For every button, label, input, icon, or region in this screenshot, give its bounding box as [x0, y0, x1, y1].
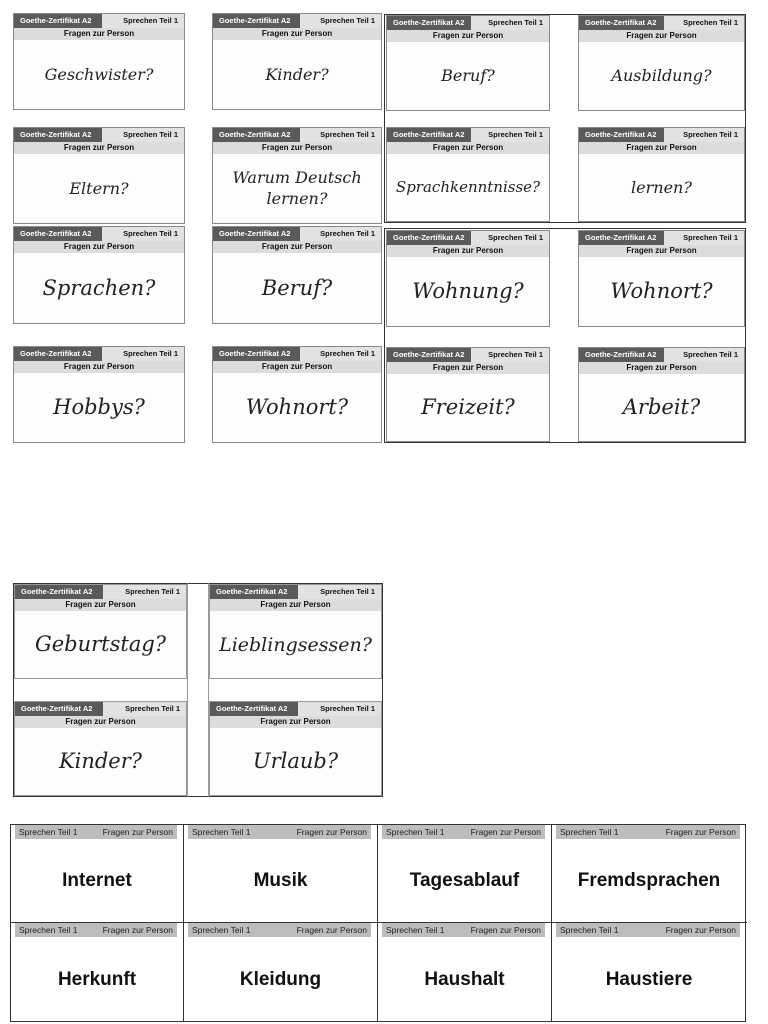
word-card [184, 923, 377, 1022]
card-cert-label: Goethe-Zertifikat A2 [387, 231, 471, 245]
card-topic-label: Fragen zur Person [470, 925, 541, 935]
card-question: Hobbys? [53, 395, 145, 420]
card-topic-label: Fragen zur Person [296, 827, 367, 837]
card-part-label: Sprechen Teil 1 [192, 925, 251, 935]
card-question: Ausbildung? [611, 66, 712, 86]
card-part-label: Sprechen Teil 1 [683, 350, 738, 359]
card-part-label: Sprechen Teil 1 [125, 587, 180, 596]
card-question: Lieblingsessen? [219, 633, 372, 656]
card-cert-label: Goethe-Zertifikat A2 [210, 585, 298, 599]
card-part-label: Sprechen Teil 1 [123, 349, 178, 358]
card-question: Beruf? [441, 66, 495, 86]
card-cert-label: Goethe-Zertifikat A2 [579, 348, 664, 362]
card-topic-label: Fragen zur Person [14, 142, 184, 154]
card-part-label: Sprechen Teil 1 [123, 16, 178, 25]
card-topic-label: Fragen zur Person [387, 142, 549, 154]
card-part-label: Sprechen Teil 1 [488, 350, 543, 359]
card-cert-label: Goethe-Zertifikat A2 [15, 585, 103, 599]
card [212, 226, 382, 324]
card-cert-label: Goethe-Zertifikat A2 [387, 348, 471, 362]
card-part-label: Sprechen Teil 1 [386, 925, 445, 935]
card-topic-label: Fragen zur Person [470, 827, 541, 837]
card [14, 584, 187, 679]
card [212, 346, 382, 443]
card-part-label: Sprechen Teil 1 [488, 18, 543, 27]
card [386, 347, 550, 442]
card-cert-label: Goethe-Zertifikat A2 [14, 347, 102, 361]
card [13, 346, 185, 443]
word-card [378, 923, 551, 1022]
card-topic-label: Fragen zur Person [210, 599, 381, 611]
card-question: Eltern? [69, 178, 129, 198]
card-part-label: Sprechen Teil 1 [386, 827, 445, 837]
card-cert-label: Goethe-Zertifikat A2 [579, 128, 664, 142]
word-card-topic: Kleidung [239, 968, 322, 990]
card-question: Kinder? [58, 749, 143, 774]
card-topic-label: Fragen zur Person [15, 716, 186, 728]
card-part-label: Sprechen Teil 1 [125, 704, 180, 713]
card-part-label: Sprechen Teil 1 [192, 827, 251, 837]
card [13, 13, 185, 110]
card-part-label: Sprechen Teil 1 [320, 16, 375, 25]
card-part-label: Sprechen Teil 1 [488, 233, 543, 242]
card [386, 230, 550, 327]
card-part-label: Sprechen Teil 1 [123, 130, 178, 139]
card [209, 584, 382, 679]
card-part-label: Sprechen Teil 1 [683, 233, 738, 242]
word-card-topic: Internet [62, 869, 132, 891]
word-card-topic: Tagesablauf [409, 869, 520, 891]
card-cert-label: Goethe-Zertifikat A2 [579, 16, 664, 30]
card [212, 127, 382, 224]
card-topic-label: Fragen zur Person [14, 241, 184, 253]
card-cert-label: Goethe-Zertifikat A2 [213, 14, 300, 28]
card-part-label: Sprechen Teil 1 [320, 229, 375, 238]
card-part-label: Sprechen Teil 1 [320, 130, 375, 139]
card-question: Wohnort? [610, 279, 713, 304]
card-cert-label: Goethe-Zertifikat A2 [213, 128, 300, 142]
card-cert-label: Goethe-Zertifikat A2 [210, 702, 298, 716]
card-cert-label: Goethe-Zertifikat A2 [14, 227, 102, 241]
card [578, 127, 745, 222]
card-topic-label: Fragen zur Person [102, 925, 173, 935]
card-topic-label: Fragen zur Person [213, 241, 381, 253]
card-part-label: Sprechen Teil 1 [320, 704, 375, 713]
word-card [552, 825, 746, 922]
divider [187, 583, 188, 797]
card-topic-label: Fragen zur Person [387, 245, 549, 257]
card-topic-label: Fragen zur Person [14, 361, 184, 373]
card-question: Sprachkenntnisse? [395, 178, 541, 197]
card [209, 701, 382, 796]
card-part-label: Sprechen Teil 1 [19, 925, 78, 935]
card-topic-label: Fragen zur Person [213, 142, 381, 154]
card [386, 127, 550, 222]
card-part-label: Sprechen Teil 1 [19, 827, 78, 837]
card-question: Kinder? [265, 64, 329, 84]
card-question: Wohnung? [412, 279, 524, 304]
card-topic-label: Fragen zur Person [14, 28, 184, 40]
card-question: Wohnort? [245, 395, 349, 420]
card-question: Arbeit? [622, 395, 701, 420]
card-cert-label: Goethe-Zertifikat A2 [15, 702, 103, 716]
card [578, 15, 745, 111]
card-cert-label: Goethe-Zertifikat A2 [14, 128, 102, 142]
card-question: Freizeit? [421, 395, 515, 420]
card-topic-label: Fragen zur Person [213, 28, 381, 40]
card-topic-label: Fragen zur Person [15, 599, 186, 611]
card [14, 701, 187, 796]
word-card [378, 825, 551, 922]
card [13, 127, 185, 224]
card-topic-label: Fragen zur Person [579, 30, 744, 42]
card-part-label: Sprechen Teil 1 [683, 18, 738, 27]
card-part-label: Sprechen Teil 1 [123, 229, 178, 238]
word-card [11, 825, 183, 922]
card-topic-label: Fragen zur Person [387, 30, 549, 42]
word-card [552, 923, 746, 1022]
card-question: Beruf? [261, 275, 333, 300]
card-cert-label: Goethe-Zertifikat A2 [387, 16, 471, 30]
card-part-label: Sprechen Teil 1 [488, 130, 543, 139]
card-question: lernen? [631, 177, 692, 197]
card-question: Geschwister? [44, 64, 154, 84]
card [578, 347, 745, 442]
card-topic-label: Fragen zur Person [579, 362, 744, 374]
card [386, 15, 550, 111]
card-topic-label: Fragen zur Person [579, 142, 744, 154]
card-cert-label: Goethe-Zertifikat A2 [213, 227, 300, 241]
card-question: Sprachen? [42, 275, 156, 300]
card-question: Urlaub? [252, 749, 339, 774]
card [578, 230, 745, 327]
card-topic-label: Fragen zur Person [665, 925, 736, 935]
card-part-label: Sprechen Teil 1 [320, 587, 375, 596]
word-card-topic: Fremdsprachen [577, 869, 721, 891]
card [212, 13, 382, 110]
card-question: Warum Deutsch lernen? [232, 168, 362, 208]
card-topic-label: Fragen zur Person [102, 827, 173, 837]
word-card [184, 825, 377, 922]
card-cert-label: Goethe-Zertifikat A2 [213, 347, 300, 361]
card-topic-label: Fragen zur Person [213, 361, 381, 373]
card-part-label: Sprechen Teil 1 [560, 925, 619, 935]
card-question: Geburtstag? [34, 632, 167, 657]
card-topic-label: Fragen zur Person [579, 245, 744, 257]
card-part-label: Sprechen Teil 1 [320, 349, 375, 358]
word-card-table [10, 824, 746, 1022]
word-card-topic: Musik [253, 869, 308, 891]
card-topic-label: Fragen zur Person [387, 362, 549, 374]
card-topic-label: Fragen zur Person [296, 925, 367, 935]
card [13, 226, 185, 324]
word-card-topic: Haustiere [605, 968, 693, 990]
card-topic-label: Fragen zur Person [210, 716, 381, 728]
word-card-topic: Haushalt [424, 968, 505, 990]
word-card-topic: Herkunft [57, 968, 137, 990]
card-topic-label: Fragen zur Person [665, 827, 736, 837]
card-part-label: Sprechen Teil 1 [560, 827, 619, 837]
card-cert-label: Goethe-Zertifikat A2 [579, 231, 664, 245]
card-cert-label: Goethe-Zertifikat A2 [14, 14, 102, 28]
word-card [11, 923, 183, 1022]
card-cert-label: Goethe-Zertifikat A2 [387, 128, 471, 142]
card-part-label: Sprechen Teil 1 [683, 130, 738, 139]
